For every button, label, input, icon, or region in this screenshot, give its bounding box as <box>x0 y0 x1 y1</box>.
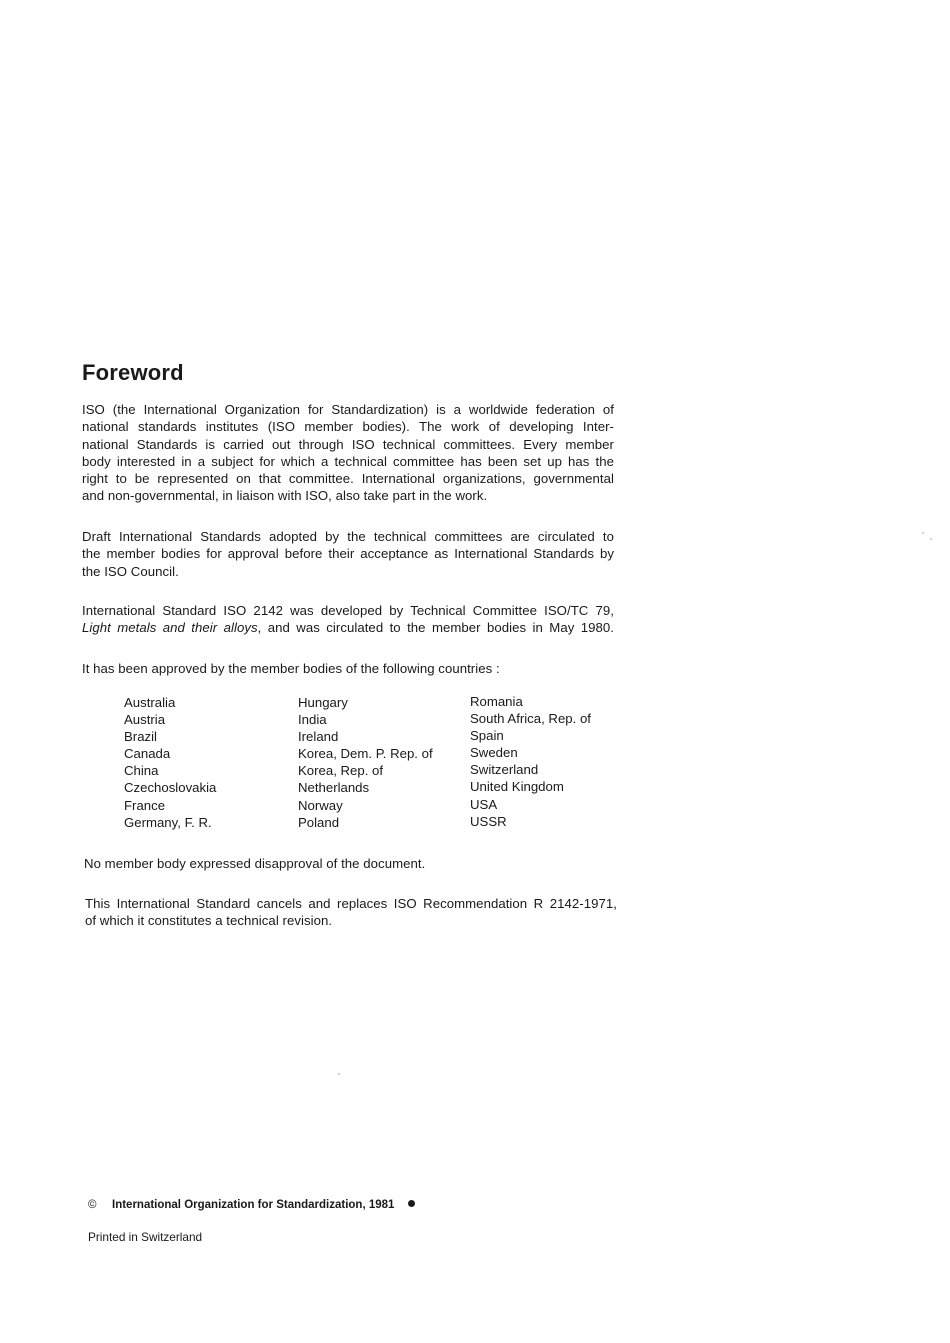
paragraph-line: the member bodies for approval before their acceptance as International Standards by <box>82 546 614 562</box>
country-item: Norway <box>298 797 343 813</box>
country-item: USA <box>470 796 498 812</box>
scan-speck <box>930 538 932 540</box>
paragraph-line: It has been approved by the member bodies of the following countries : <box>82 661 500 676</box>
country-item: Netherlands <box>298 780 370 796</box>
country-item: Poland <box>298 814 340 830</box>
countries-column-2 <box>298 694 433 831</box>
paragraph-line: the ISO Council. <box>82 563 179 579</box>
country-item: United Kingdom <box>470 779 564 795</box>
foreword-paragraph-6 <box>85 895 617 930</box>
country-item: India <box>298 712 327 728</box>
country-item: Austria <box>124 712 166 728</box>
country-item: Germany, F. R. <box>124 814 212 830</box>
paragraph-line: This International Standard cancels and replaces ISO Recommendation R 2142-1971, <box>85 896 617 911</box>
paragraph-line: of which it constitutes a technical revision. <box>85 913 333 929</box>
country-item: South Africa, Rep. of <box>470 711 591 727</box>
scan-speck <box>922 532 924 534</box>
scan-speck <box>338 1073 340 1075</box>
countries-column-3 <box>470 693 591 830</box>
country-item: Spain <box>470 728 504 744</box>
paragraph-line: national standards institutes (ISO member bodies). The work of developing Inter- <box>82 419 614 435</box>
printed-location: Printed in Switzerland <box>88 1230 203 1244</box>
foreword-paragraph-4 <box>82 660 614 677</box>
paragraph-line: and non-governmental, in liaison with ISO, also take part in the work. <box>82 488 488 504</box>
countries-column-1 <box>124 694 216 831</box>
bullet-icon <box>408 1200 415 1207</box>
paragraph-line: International Standard ISO 2142 was developed by Technical Committee ISO/TC 79, <box>82 603 614 618</box>
copyright-text: International Organization for Standardization, 1981 <box>112 1199 395 1211</box>
country-item: USSR <box>470 813 507 829</box>
country-item: Brazil <box>124 729 157 745</box>
paragraph-line: national Standards is carried out through ISO technical committees. Every member <box>82 436 614 452</box>
page-title: Foreword <box>82 360 184 385</box>
foreword-paragraph-2 <box>82 528 614 580</box>
country-item: Sweden <box>470 745 518 761</box>
country-item: Romania <box>470 694 523 709</box>
paragraph-line: No member body expressed disapproval of the document. <box>84 856 426 871</box>
country-item: Hungary <box>298 695 348 710</box>
copyright-notice <box>88 1199 415 1211</box>
paragraph-line: Draft International Standards adopted by the technical committees are circulated to <box>82 529 614 544</box>
country-item: Czechoslovakia <box>124 780 217 796</box>
country-item: Switzerland <box>470 762 539 778</box>
country-item: Canada <box>124 746 171 762</box>
paragraph-line: ISO (the International Organization for Standardization) is a worldwide federation of <box>82 402 614 417</box>
country-item: China <box>124 763 159 779</box>
country-item: Ireland <box>298 729 339 745</box>
country-item: France <box>124 797 166 813</box>
foreword-paragraph-3 <box>82 602 614 637</box>
country-item: Korea, Dem. P. Rep. of <box>298 746 433 762</box>
committee-title: Light metals and their alloys <box>82 620 258 636</box>
foreword-paragraph-5 <box>84 855 616 872</box>
paragraph-text: , and was circulated to the member bodies in May 1980. <box>257 620 614 636</box>
paragraph-line: right to be represented on that committee. International organizations, governmental <box>82 471 614 487</box>
paragraph-line <box>82 619 614 636</box>
paragraph-line: body interested in a subject for which a technical committee has been set up has the <box>82 453 614 469</box>
copyright-icon: © <box>88 1199 97 1211</box>
foreword-paragraph-1 <box>82 401 614 505</box>
country-item: Australia <box>124 695 176 710</box>
country-item: Korea, Rep. of <box>298 763 384 779</box>
